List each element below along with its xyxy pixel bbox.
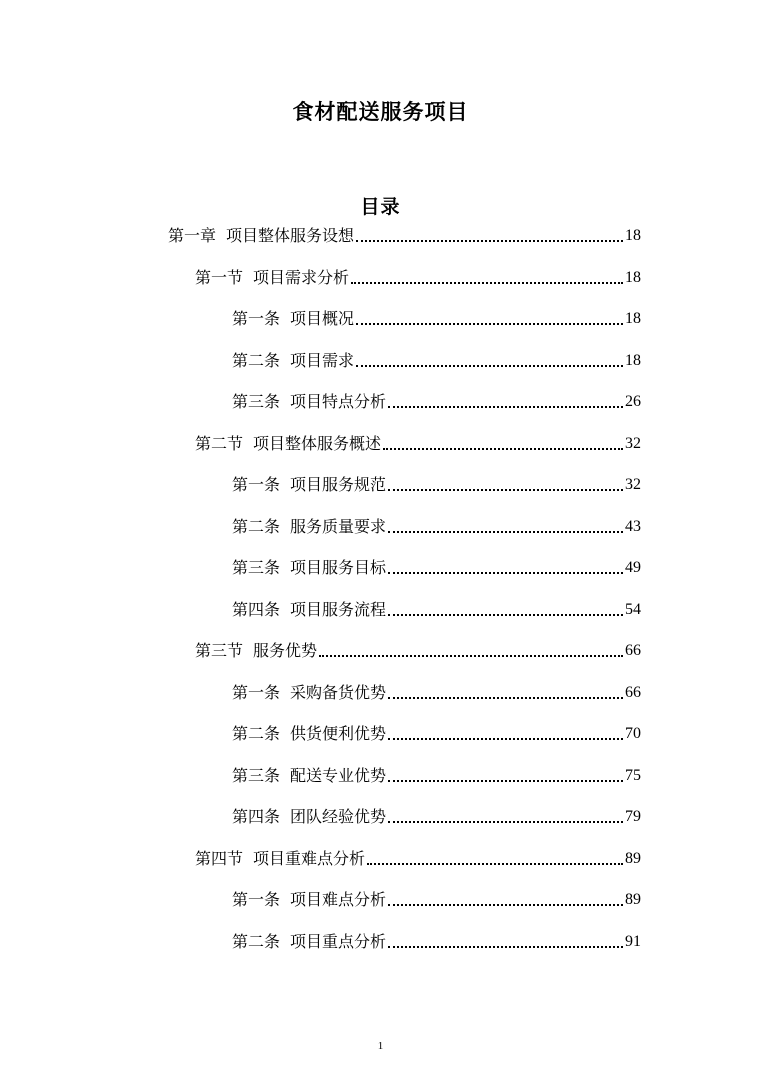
toc-entry[interactable] [195,841,641,869]
toc-entry-number: 第四条 [232,807,281,826]
toc-dot-leader [351,281,623,284]
toc-entry-number: 第二条 [232,724,281,743]
toc-dot-leader [383,447,623,450]
toc-entry-number: 第一条 [232,682,281,702]
toc-entry-text: 供货便利优势 [290,724,387,743]
toc-entry-number: 第一条 [232,890,281,909]
page-number: 1 [377,1040,384,1052]
toc-entry[interactable] [232,509,641,537]
toc-entry-number: 第二条 [232,516,281,536]
toc-entry[interactable] [232,758,641,786]
toc-entry[interactable] [195,426,641,454]
toc-entry-text: 采购备货优势 [290,682,387,702]
toc-entry-text: 项目难点分析 [290,890,387,909]
toc-entry-number: 第三条 [232,558,281,577]
toc-entry-page: 89 [625,849,641,867]
toc-dot-leader [367,862,623,865]
toc-entry-number: 第一章 [168,226,217,245]
toc-dot-leader [388,779,623,782]
toc-entry-text: 配送专业优势 [290,765,387,785]
toc-entry-page: 66 [625,683,641,701]
toc-entry-number: 第三条 [232,765,281,785]
toc-entry[interactable] [232,924,641,952]
toc-entry-page: 18 [625,227,641,244]
toc-dot-leader [388,571,623,574]
toc-dot-leader [356,364,623,367]
toc-entry-page: 18 [625,351,641,369]
toc-entry-page: 75 [625,766,641,784]
toc-entry-text: 项目概况 [290,309,355,328]
toc-entry-page: 66 [625,642,641,659]
toc-entry-page: 18 [625,268,641,286]
toc-dot-leader [388,405,623,408]
toc-entry[interactable] [232,301,641,329]
toc-entry-page: 43 [625,517,641,535]
toc-entry-text: 项目重点分析 [290,931,387,951]
toc-entry-text: 服务质量要求 [290,516,387,536]
toc-entry-page: 91 [625,932,641,950]
toc-entry-text: 项目特点分析 [290,392,387,411]
toc-entry-page: 70 [625,725,641,742]
toc-dot-leader [388,737,623,740]
toc-entry-number: 第三条 [232,392,281,411]
toc-heading: 目录 [360,196,401,218]
toc-entry-number: 第一条 [232,475,281,494]
toc-dot-leader [388,488,623,491]
toc-entry-number: 第四条 [232,599,281,619]
toc-entry-text: 项目服务规范 [290,475,387,494]
toc-entry[interactable] [195,633,641,661]
toc-entry-number: 第四节 [195,848,244,868]
toc-entry-number: 第一条 [232,309,281,328]
toc-entry[interactable] [195,260,641,288]
toc-entry-text: 服务优势 [253,641,318,660]
toc-entry-text: 项目整体服务概述 [253,433,382,453]
toc-entry[interactable] [168,218,641,246]
toc-entry-text: 项目需求 [290,350,355,370]
toc-dot-leader [356,239,623,242]
toc-entry-number: 第三节 [195,641,244,660]
toc-entry[interactable] [232,467,641,495]
toc-entry[interactable] [232,882,641,910]
toc-dot-leader [388,613,623,616]
toc-entry-text: 项目重难点分析 [253,848,366,868]
document-title: 食材配送服务项目 [292,100,469,124]
toc-dot-leader [388,696,623,699]
toc-entry[interactable] [232,550,641,578]
toc-dot-leader [319,654,623,657]
toc-entry-text: 项目需求分析 [253,267,350,287]
toc-entry-page: 18 [625,310,641,327]
toc-entry-text: 项目整体服务设想 [226,226,355,245]
toc-entry[interactable] [232,343,641,371]
toc-dot-leader [388,903,623,906]
toc-dot-leader [388,945,623,948]
toc-entry[interactable] [232,675,641,703]
toc-entry-number: 第二节 [195,433,244,453]
toc-entry-page: 26 [625,393,641,410]
toc-dot-leader [388,530,623,533]
toc-entry[interactable] [232,592,641,620]
toc-entry-page: 32 [625,434,641,452]
toc-entry-number: 第二条 [232,931,281,951]
toc-entry-number: 第二条 [232,350,281,370]
toc-entry[interactable] [232,716,641,744]
toc-dot-leader [356,322,623,325]
toc-entry-page: 32 [625,476,641,493]
toc-entry-text: 项目服务流程 [290,599,387,619]
toc-entry-page: 54 [625,600,641,618]
toc-entry-text: 团队经验优势 [290,807,387,826]
toc-entry-page: 89 [625,891,641,908]
toc-dot-leader [388,820,623,823]
toc-entry-number: 第一节 [195,267,244,287]
toc-entry-page: 79 [625,808,641,825]
toc-entry[interactable] [232,799,641,827]
toc-entry-text: 项目服务目标 [290,558,387,577]
toc-entry-page: 49 [625,559,641,576]
toc-entry[interactable] [232,384,641,412]
